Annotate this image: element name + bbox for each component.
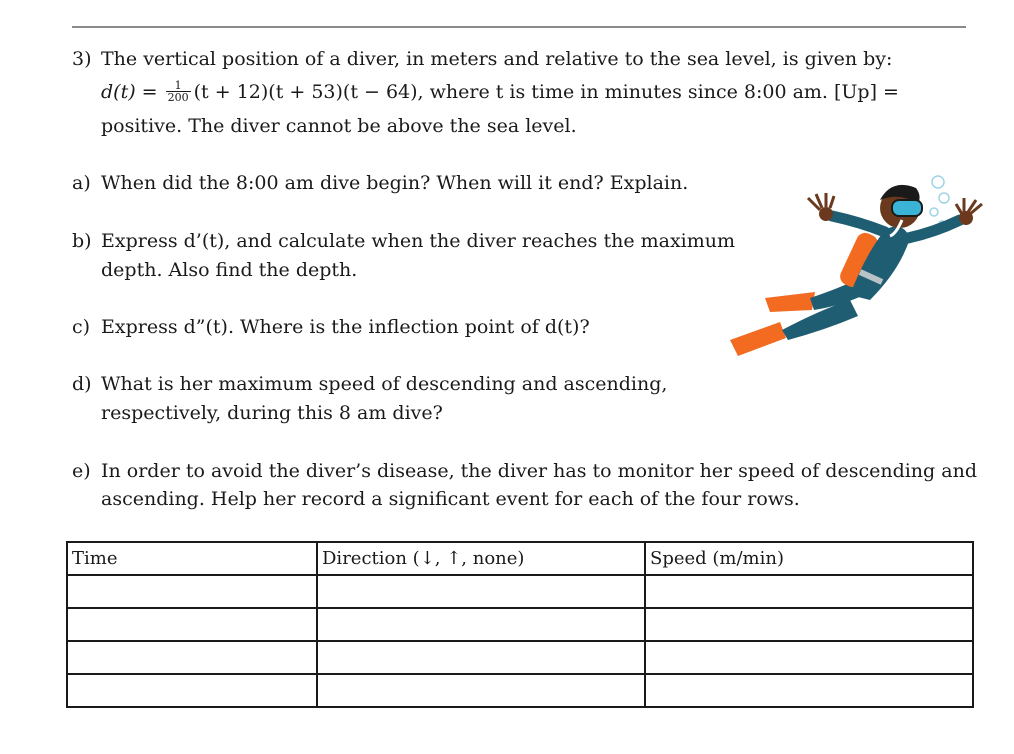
bubbles-icon: [930, 176, 949, 227]
table-cell[interactable]: [317, 674, 645, 707]
table-cell[interactable]: [645, 641, 973, 674]
table-row: [67, 575, 973, 608]
table-cell[interactable]: [645, 575, 973, 608]
part-b-line-2: depth. Also find the depth.: [101, 259, 358, 281]
part-a-label: a): [72, 172, 91, 194]
equation-line: [101, 80, 899, 105]
part-b-line-1: Express d’(t), and calculate when the diver reaches the maximum: [101, 230, 736, 252]
table-cell[interactable]: [67, 641, 317, 674]
table-cell[interactable]: [645, 608, 973, 641]
table-cell[interactable]: [317, 575, 645, 608]
part-d-label: d): [72, 373, 92, 395]
intro-line-1: The vertical position of a diver, in meters and relative to the sea level, is given by:: [101, 48, 893, 70]
part-c-line-1: Express d”(t). Where is the inflection point of d(t)?: [101, 316, 590, 338]
table-cell[interactable]: [67, 575, 317, 608]
diver-illustration: [720, 160, 990, 360]
fin-upper-icon: [765, 292, 815, 312]
table-cell[interactable]: [67, 674, 317, 707]
intro-line-3: positive. The diver cannot be above the sea level.: [101, 115, 577, 137]
top-divider: [72, 26, 966, 28]
part-e-line-2: ascending. Help her record a significant event for each of the four rows.: [101, 488, 800, 510]
part-a-line-1: When did the 8:00 am dive begin? When will it end? Explain.: [101, 172, 689, 194]
header-speed: Speed (m/min): [645, 542, 973, 575]
table-row: [67, 674, 973, 707]
part-e-label: e): [72, 460, 91, 482]
part-b-label: b): [72, 230, 92, 252]
table-cell[interactable]: [67, 608, 317, 641]
equation-rhs: (t + 12)(t + 53)(t − 64),: [193, 81, 424, 103]
equation-lhs: d(t) =: [101, 81, 158, 103]
table-cell[interactable]: [317, 608, 645, 641]
table-row: [67, 608, 973, 641]
header-direction: Direction (↓, ↑, none): [317, 542, 645, 575]
fraction-numerator: 1: [166, 80, 191, 92]
fin-lower-icon: [730, 322, 786, 356]
mask-icon: [892, 200, 922, 216]
fraction: [166, 80, 191, 103]
record-table: [66, 541, 974, 708]
table-row: [67, 641, 973, 674]
table-header-row: [67, 542, 973, 575]
table-cell[interactable]: [317, 641, 645, 674]
table-cell[interactable]: [645, 674, 973, 707]
part-c-label: c): [72, 316, 91, 338]
problem-number: 3): [72, 48, 92, 70]
part-d-line-1: What is her maximum speed of descending and ascending,: [101, 373, 668, 395]
part-d-line-2: respectively, during this 8 am dive?: [101, 402, 443, 424]
fraction-denominator: 200: [167, 90, 189, 104]
part-e-line-1: In order to avoid the diver’s disease, the diver has to monitor her speed of descending and: [101, 460, 977, 482]
equation-tail: where t is time in minutes since 8:00 am. [Up] =: [423, 81, 899, 103]
header-time: Time: [67, 542, 317, 575]
